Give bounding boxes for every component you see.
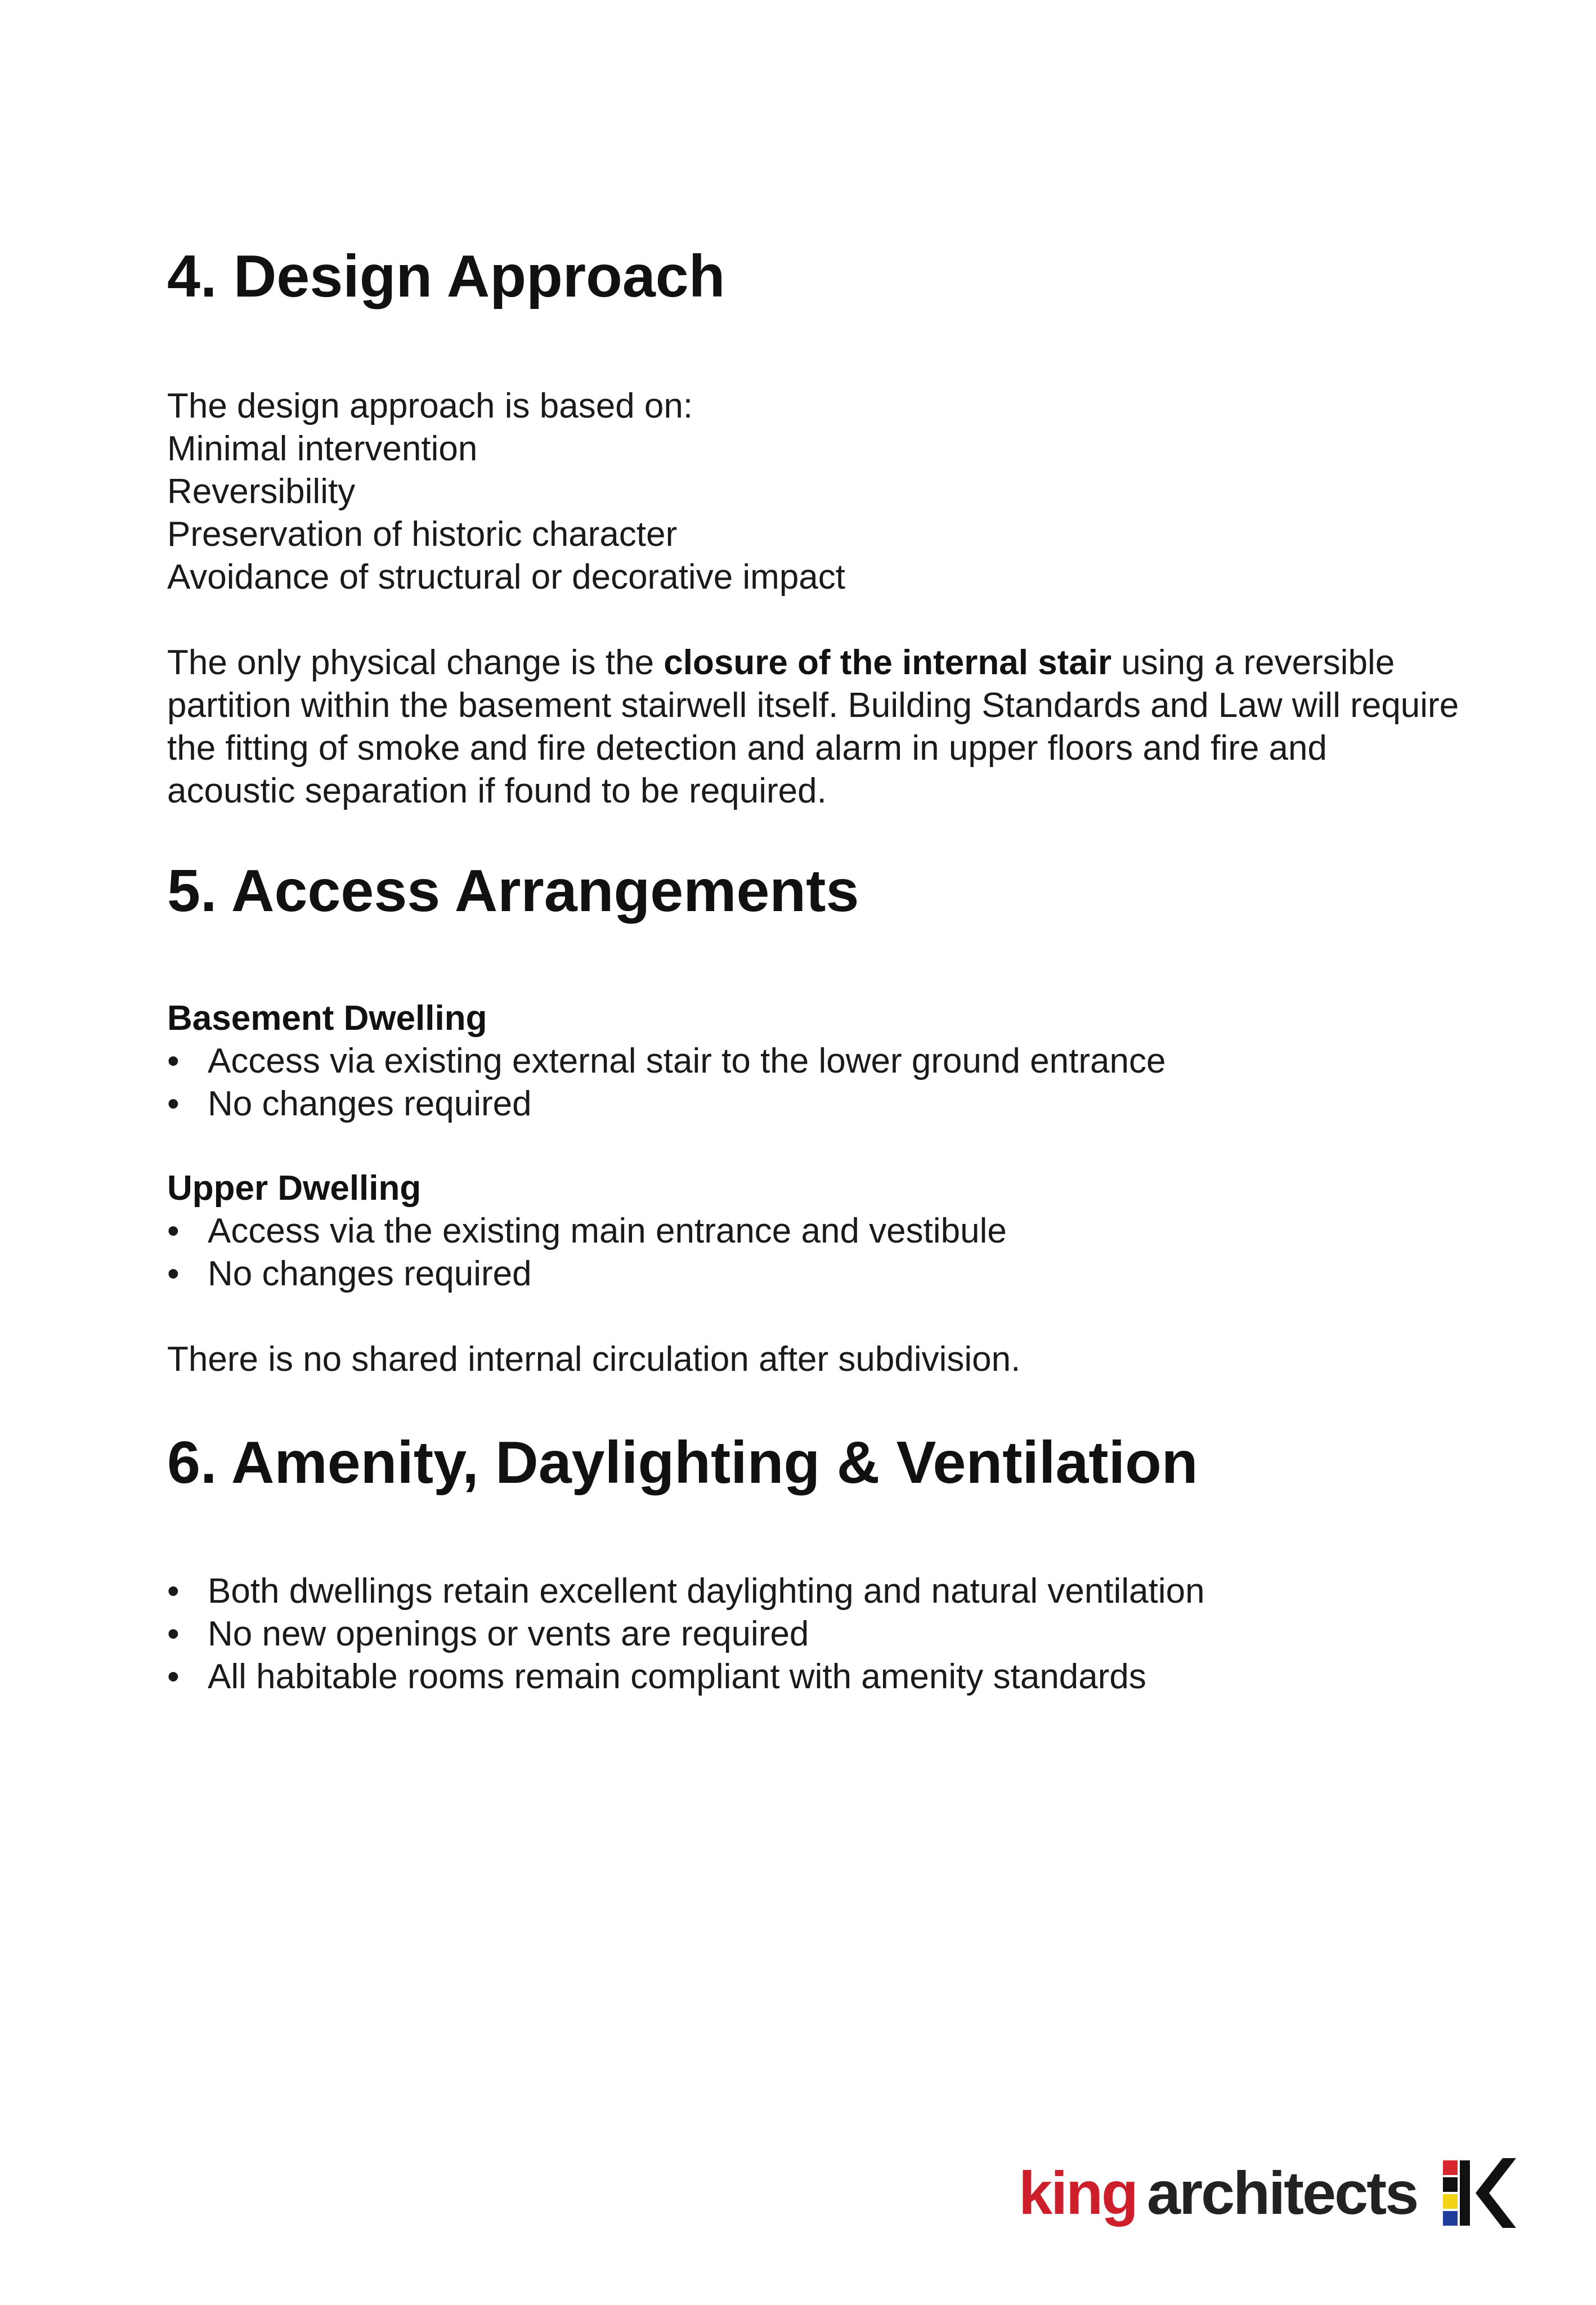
section-5-heading: 5. Access Arrangements: [167, 858, 859, 924]
list-item: • No changes required: [167, 1083, 1507, 1125]
mark-chevron: [1476, 2158, 1516, 2228]
paragraph-line: acoustic separation if found to be required.: [167, 772, 827, 810]
basement-dwelling-title: Basement Dwelling: [167, 999, 487, 1038]
logo-word-architects: architects: [1147, 2159, 1418, 2227]
amenity-list: [167, 1570, 1507, 1698]
bullet: •: [167, 1572, 180, 1611]
intro-line: Minimal intervention: [167, 429, 478, 468]
paragraph-line: The only physical change is the closure of the internal stair using a reversible: [167, 643, 1395, 682]
design-approach-paragraph: [167, 642, 1507, 813]
mark-blue-square: [1443, 2211, 1458, 2226]
list-item: • No new openings or vents are required: [167, 1613, 1507, 1656]
list-item: • Access via existing external stair to the lower ground entrance: [167, 1040, 1507, 1083]
intro-line: The design approach is based on:: [167, 387, 693, 425]
upper-dwelling-list: [167, 1210, 1507, 1295]
king-architects-logo: [1019, 2152, 1519, 2243]
intro-line: Avoidance of structural or decorative impact: [167, 558, 846, 597]
amenity-block: [167, 1570, 1507, 1698]
bullet: •: [167, 1212, 180, 1250]
intro-line: Reversibility: [167, 472, 356, 511]
basement-dwelling-list: [167, 1040, 1507, 1125]
logo-word-king: king: [1019, 2159, 1137, 2227]
k-mark-icon: [1435, 2152, 1519, 2237]
bullet: •: [167, 1657, 180, 1696]
list-item: • No changes required: [167, 1253, 1507, 1295]
bullet: •: [167, 1254, 180, 1293]
upper-dwelling-title: Upper Dwelling: [167, 1169, 422, 1208]
bullet: •: [167, 1084, 180, 1123]
mark-red-square: [1443, 2160, 1458, 2175]
mark-bar: [1460, 2160, 1470, 2226]
list-item: • All habitable rooms remain compliant with amenity standards: [167, 1656, 1507, 1698]
intro-line: Preservation of historic character: [167, 515, 678, 554]
section-6-heading: 6. Amenity, Daylighting & Ventilation: [167, 1429, 1198, 1496]
section-4-heading: 4. Design Approach: [167, 243, 725, 310]
list-item: • Both dwellings retain excellent daylighting and natural ventilation: [167, 1570, 1507, 1613]
mark-yellow-square: [1443, 2194, 1458, 2209]
list-item: • Access via the existing main entrance and vestibule: [167, 1210, 1507, 1253]
bullet: •: [167, 1615, 180, 1653]
closing-line: There is no shared internal circulation after subdivision.: [167, 1340, 1021, 1379]
design-approach-list: [167, 385, 1507, 599]
emphasis-text: closure of the internal stair: [663, 643, 1112, 682]
circulation-note: [167, 1338, 1507, 1381]
paragraph-line: partition within the basement stairwell itself. Building Standards and Law will require: [167, 686, 1459, 725]
mark-black-square: [1443, 2177, 1458, 2192]
upper-dwelling-block: [167, 1167, 1507, 1295]
basement-dwelling-block: [167, 997, 1507, 1125]
bullet: •: [167, 1042, 180, 1080]
paragraph-line: the fitting of smoke and fire detection and alarm in upper floors and fire and: [167, 729, 1327, 768]
